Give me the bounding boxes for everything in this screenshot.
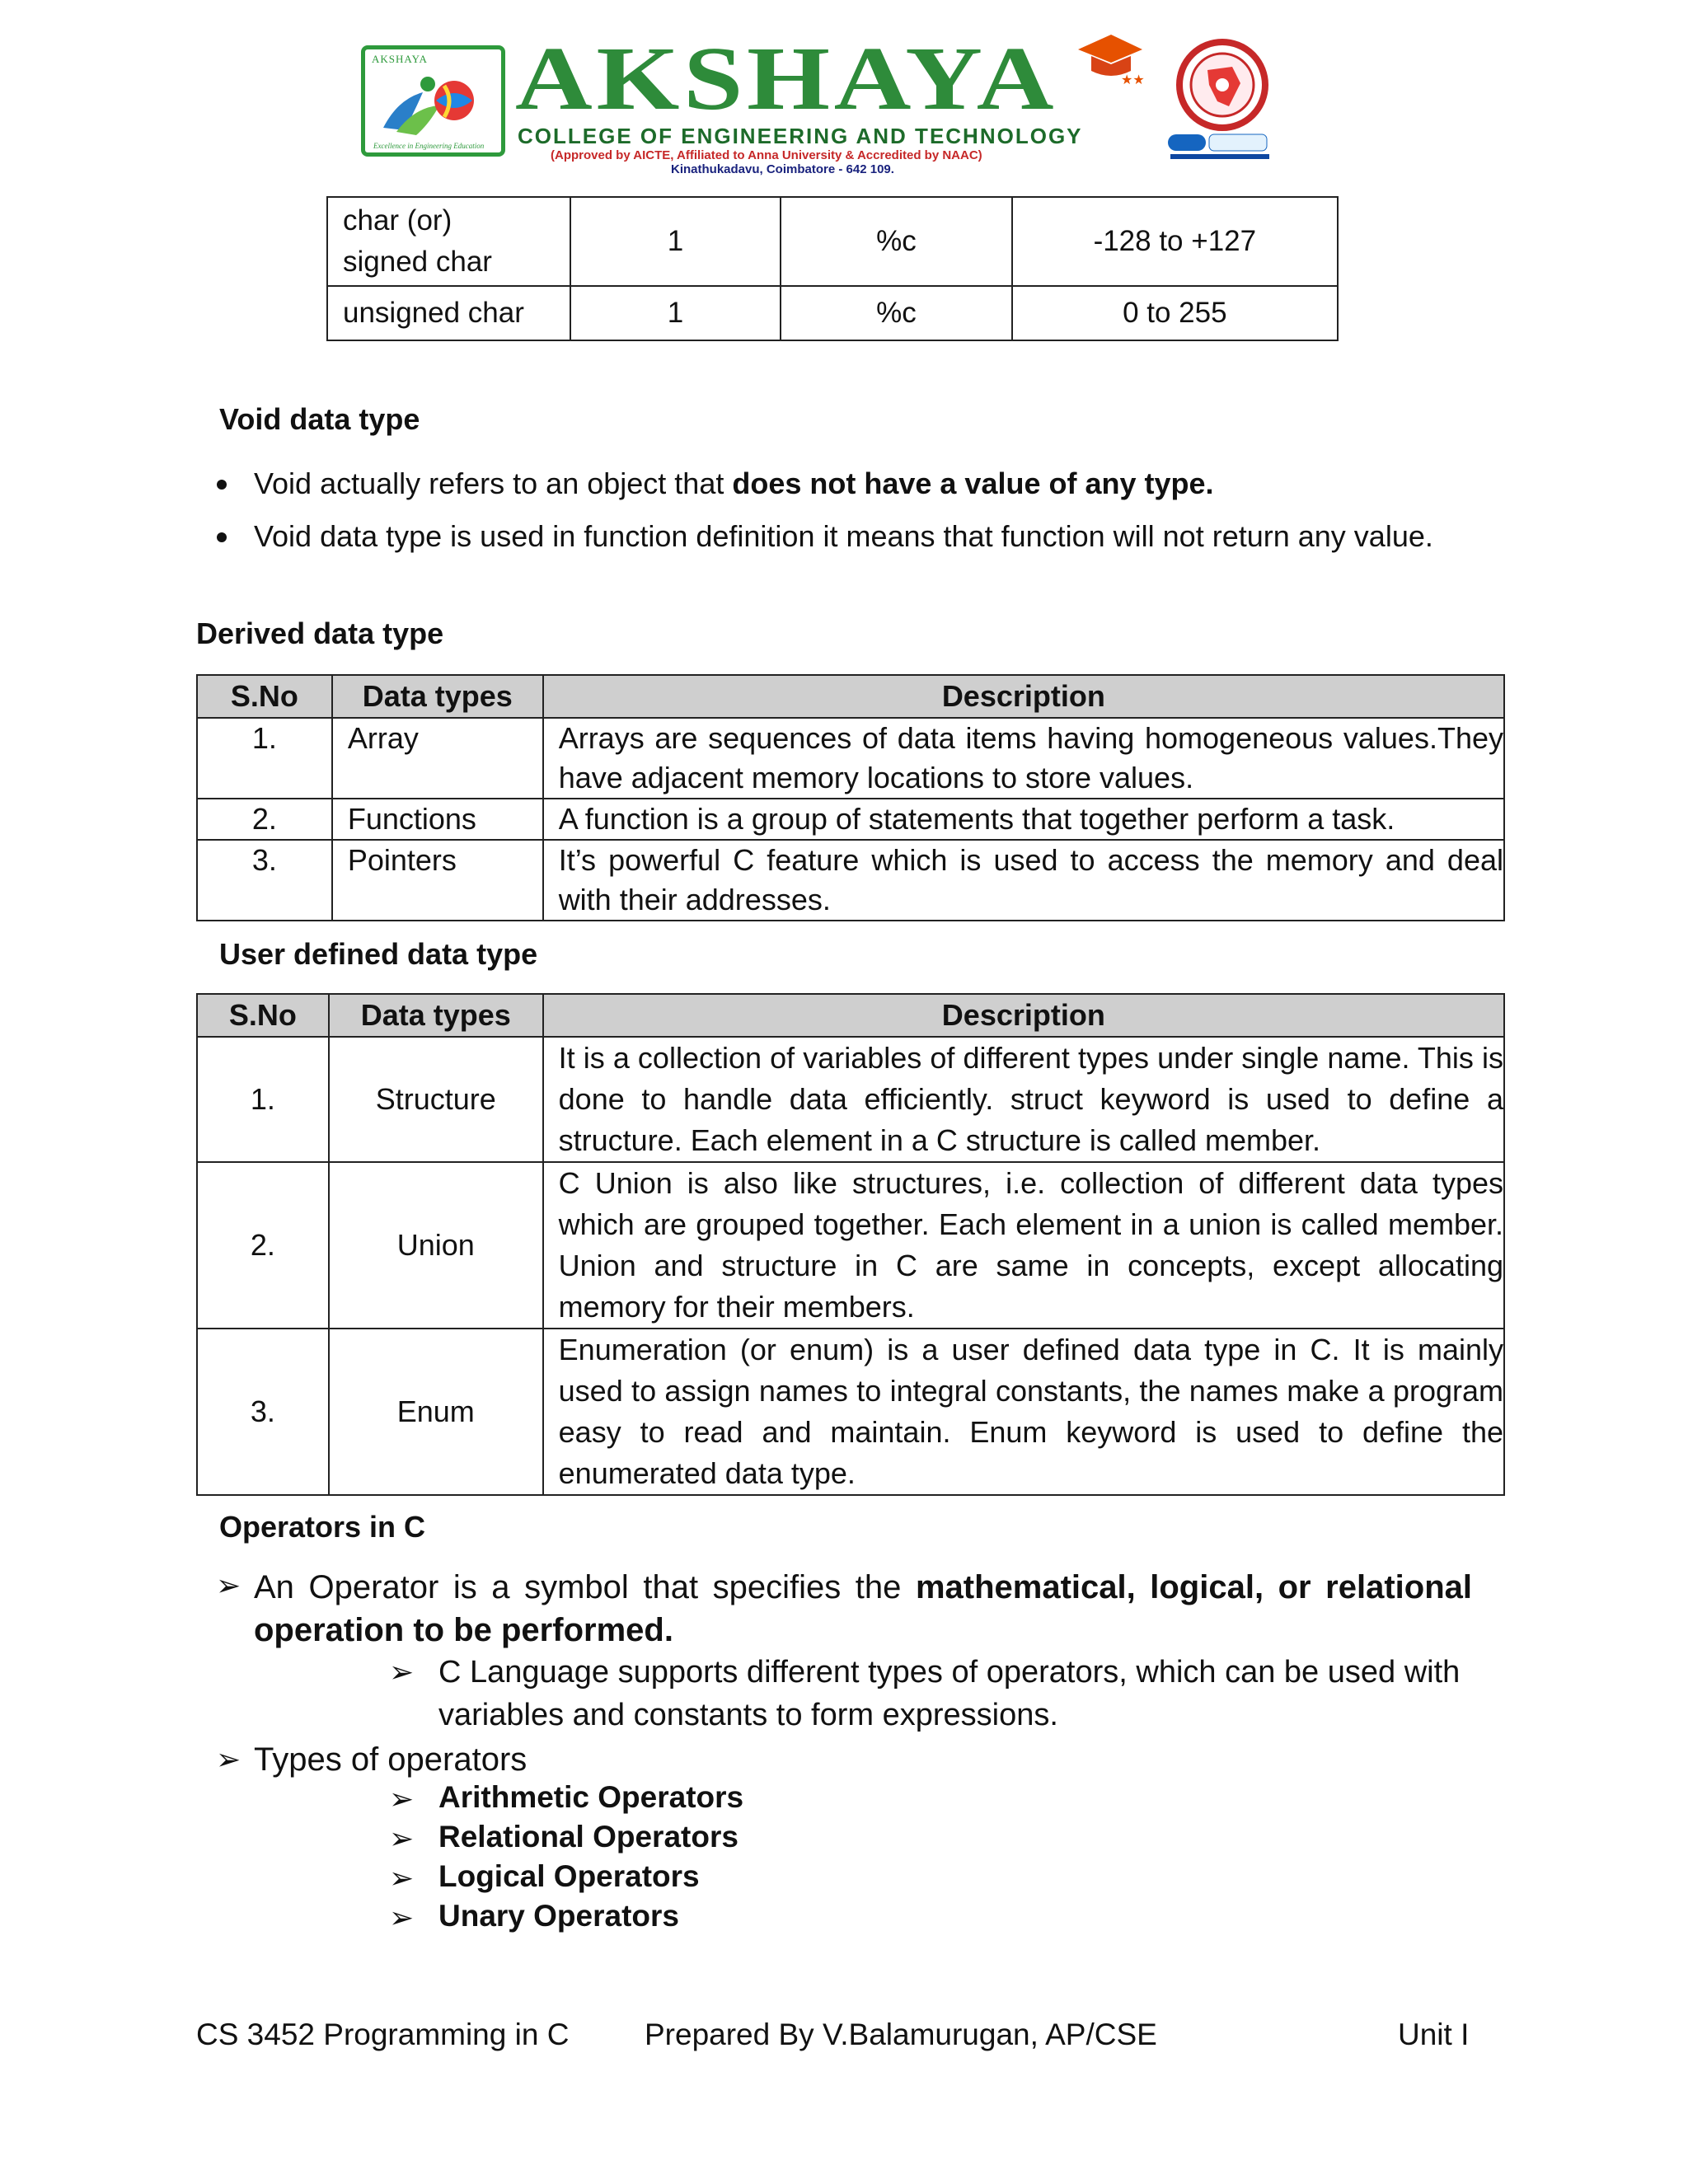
column-header-datatype: Data types [329,994,543,1037]
column-header-description: Description [543,675,1504,718]
definition-text: An Operator is a symbol that specifies the [254,1569,916,1605]
footer-unit: Unit I [1398,2018,1470,2051]
operator-definition [254,1566,1472,1652]
arrow-bullet-icon: ➢ [389,1821,415,1855]
sno-cell: 2. [197,799,332,840]
table-row [197,799,1504,840]
footer-course: CS 3452 Programming in C [196,2018,570,2051]
approval-statement: (Approved by AICTE, Affiliated to Anna University & Accredited by NAAC) [551,148,982,162]
derived-datatype-table [196,674,1505,921]
operator-type-item: Arithmetic Operators [438,1780,744,1814]
operator-type-item: Relational Operators [438,1820,738,1854]
datatype-cell: Pointers [332,840,543,921]
datatype-cell: Enum [329,1329,543,1495]
datatype-cell: Functions [332,799,543,840]
description-cell: Arrays are sequences of data items having homogeneous values.They have adjacent memory locations to store values. [543,718,1504,799]
college-address: Kinathukadavu, Coimbatore - 642 109. [671,162,894,176]
table-header-row [197,994,1504,1037]
void-bullet-2: Void data type is used in function definition it means that function will not return any value. [254,519,1433,553]
definition-bold-text: mathematical, logical, or relational operation to be performed. [254,1569,1472,1648]
column-header-sno: S.No [197,675,332,718]
arrow-bullet-icon: ➢ [216,1568,241,1602]
format-cell: %c [781,286,1011,340]
table-row [327,197,1338,286]
datatype-cell: Structure [329,1037,543,1162]
description-cell: Enumeration (or enum) is a user defined data type in C. It is mainly used to assign names to integral constants, the names make a program easy to read and maintain. Enum keyword is used to define the enumerated data type. [543,1329,1504,1495]
operator-type-item: Unary Operators [438,1899,679,1933]
bullet-icon [217,480,227,490]
sno-cell: 2. [197,1162,329,1329]
void-bullet-1 [254,466,1214,501]
svg-text:Excellence in Engineering Educ: Excellence in Engineering Education [373,142,485,150]
arrow-bullet-icon: ➢ [389,1655,415,1689]
datatype-line: char (or) [343,204,452,237]
datatype-cell: Union [329,1162,543,1329]
description-cell: It is a collection of variables of different types under single name. This is done to handle data efficiently. struct keyword is used to define a structure. Each element in a C structure is called member. [543,1037,1504,1162]
operator-support-note: C Language supports different types of operators, which can be used with variables and constants to form expressions. [438,1655,1461,1732]
column-header-sno: S.No [197,994,329,1037]
size-cell: 1 [570,197,781,286]
table-row [197,840,1504,921]
college-logo-left [361,45,505,157]
void-heading: Void data type [219,402,420,436]
column-header-description: Description [543,994,1504,1037]
description-cell: A function is a group of statements that together perform a task. [543,799,1504,840]
table-header-row [197,675,1504,718]
arrow-bullet-icon: ➢ [389,1900,415,1934]
datatype-cell: Array [332,718,543,799]
bullet-icon [217,532,227,542]
sno-cell: 1. [197,718,332,799]
arrow-bullet-icon: ➢ [389,1782,415,1816]
college-full-name: COLLEGE OF ENGINEERING AND TECHNOLOGY [518,124,1083,148]
bullet-text: Void actually refers to an object that [254,466,733,500]
format-cell: %c [781,197,1011,286]
types-of-operators-heading: Types of operators [254,1741,528,1778]
derived-heading: Derived data type [196,616,444,650]
table-row [327,286,1338,340]
operator-type-item: Logical Operators [438,1859,700,1893]
column-header-datatype: Data types [332,675,543,718]
arrow-bullet-icon: ➢ [389,1861,415,1895]
svg-text:★★: ★★ [1121,72,1145,87]
table-row [197,1037,1504,1162]
graduation-cap-icon [1071,26,1146,88]
range-cell: 0 to 255 [1012,286,1338,340]
sno-cell: 3. [197,840,332,921]
bullet-bold-text: does not have a value of any type. [732,466,1214,500]
operators-heading: Operators in C [219,1510,426,1544]
table-row [197,1329,1504,1495]
arrow-bullet-icon: ➢ [216,1742,241,1776]
sno-cell: 1. [197,1037,329,1162]
naac-accreditation-seal-icon [1150,37,1286,161]
datatype-cell [327,197,570,286]
table-row [197,718,1504,799]
college-brand-name: AKSHAYA [515,28,1058,129]
range-cell: -128 to +127 [1012,197,1338,286]
user-defined-datatype-table [196,993,1505,1496]
size-cell: 1 [570,286,781,340]
description-cell: C Union is also like structures, i.e. collection of different data types which are grouped together. Each element in a union is called member. Union and structure in C are same in concepts, except allocating memory for their members. [543,1162,1504,1329]
sno-cell: 3. [197,1329,329,1495]
description-cell: It’s powerful C feature which is used to access the memory and deal with their addresses. [543,840,1504,921]
user-defined-heading: User defined data type [219,937,538,971]
datatype-line: signed char [343,246,492,278]
table-row [197,1162,1504,1329]
logo-label: AKSHAYA [372,53,428,65]
char-datatype-table [326,196,1339,341]
datatype-cell: unsigned char [327,286,570,340]
footer-author: Prepared By V.Balamurugan, AP/CSE [645,2018,1157,2051]
